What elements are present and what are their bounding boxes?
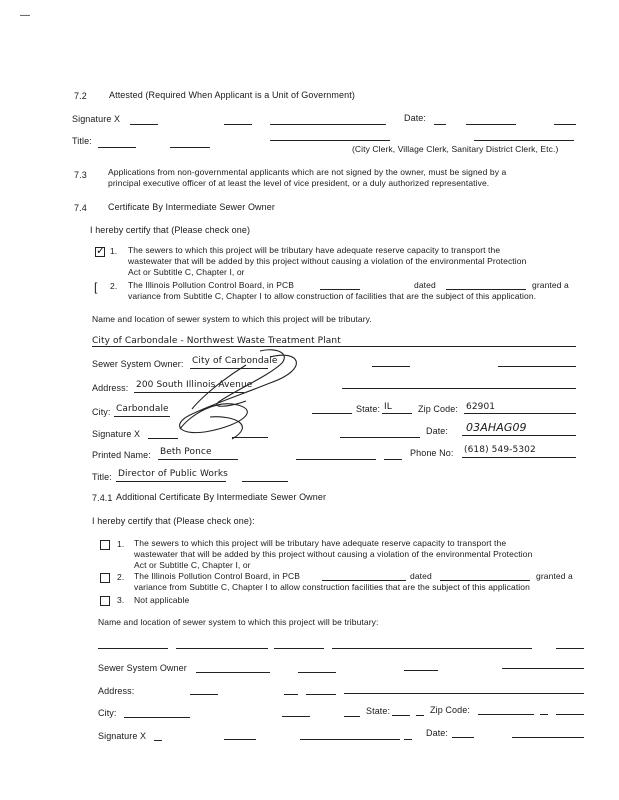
s741-date-label: Date:	[426, 728, 449, 738]
s741-zip-line[interactable]	[478, 714, 534, 715]
s741-option-3-label: Not applicable	[134, 595, 190, 605]
s741-name-location-line-e[interactable]	[556, 648, 584, 649]
s72-date-line-c[interactable]	[554, 124, 576, 125]
s74-date-label: Date:	[426, 426, 449, 436]
s741-date-line-b[interactable]	[512, 737, 584, 738]
s74-state-line	[382, 413, 412, 414]
s741-owner-line-d[interactable]	[502, 668, 584, 669]
s74-signature-line-c[interactable]	[340, 437, 420, 438]
s74-zip-value[interactable]: 62901	[466, 402, 496, 412]
s741-name-location-line-a[interactable]	[98, 648, 168, 649]
s741-zip-label: Zip Code:	[430, 705, 470, 715]
s741-signature-line-a[interactable]	[154, 740, 162, 741]
s741-option-1-checkbox[interactable]	[100, 540, 110, 550]
s74-title-label: Title:	[92, 472, 112, 482]
s741-city-line-b[interactable]	[282, 716, 310, 717]
s741-signature-line-b[interactable]	[224, 739, 256, 740]
s72-title-label: Title:	[72, 136, 92, 146]
s74-zip-label: Zip Code:	[418, 404, 458, 414]
s741-name-location-line-d[interactable]	[332, 648, 532, 649]
s741-address-line-c[interactable]	[306, 694, 336, 695]
s74-city-label: City:	[92, 407, 111, 417]
s741-certify-text: I hereby certify that (Please check one):	[92, 516, 255, 526]
s74-phone-value[interactable]: (618) 549-5302	[464, 445, 536, 455]
section-7-2-title: Attested (Required When Applicant is a Unit of Government)	[109, 90, 355, 100]
s74-option-2-line-1a: The Illinois Pollution Control Board, in PCB	[128, 280, 294, 290]
s72-date-line-a[interactable]	[434, 124, 446, 125]
s72-clerk-caption: (City Clerk, Village Clerk, Sanitary District Clerk, Etc.)	[352, 144, 559, 154]
top-dash-mark: —	[20, 10, 31, 21]
s741-city-line-c[interactable]	[344, 716, 360, 717]
s741-option-2-checkbox[interactable]	[100, 573, 110, 583]
s741-name-location-line-b[interactable]	[176, 648, 268, 649]
s741-city-label: City:	[98, 708, 117, 718]
s741-signature-line-c[interactable]	[300, 739, 400, 740]
s741-pcb-line[interactable]	[322, 580, 406, 581]
s74-title-line	[116, 481, 226, 482]
s74-date-line	[462, 435, 576, 436]
s72-title-line-a[interactable]	[98, 147, 136, 148]
s74-certify-text: I hereby certify that (Please check one)	[90, 225, 251, 235]
s741-name-location-label: Name and location of sewer system to which this project will be tributary:	[98, 617, 379, 627]
s741-zip-line-c[interactable]	[556, 714, 584, 715]
s74-option-2-line-2: variance from Subtitle C, Chapter I to allow construction of facilities that are the subject of this application.	[128, 291, 537, 301]
s74-pcb-line[interactable]	[320, 289, 360, 290]
s741-date-line-a[interactable]	[452, 737, 474, 738]
s72-signature-line-a[interactable]	[130, 124, 158, 125]
s741-city-line[interactable]	[124, 717, 190, 718]
s741-address-line-a[interactable]	[190, 694, 218, 695]
s74-dated-line[interactable]	[446, 289, 526, 290]
s74-name-location-label: Name and location of sewer system to which this project will be tributary.	[92, 314, 372, 324]
s741-state-label: State:	[366, 706, 391, 716]
signature-scribble-icon	[150, 345, 310, 445]
s74-printed-name-label: Printed Name:	[92, 450, 151, 460]
s74-option-2-line-1b: dated	[414, 280, 436, 290]
s741-address-line-b[interactable]	[284, 694, 298, 695]
s74-address-label: Address:	[92, 383, 129, 393]
s741-state-line[interactable]	[392, 715, 410, 716]
s741-address-line-d[interactable]	[344, 693, 584, 694]
s74-option-2-checkbox[interactable]: [	[94, 280, 98, 294]
section-7-2-number: 7.2	[74, 91, 87, 101]
s74-option-1-number: 1.	[110, 246, 118, 256]
s72-date-line-b[interactable]	[466, 124, 516, 125]
s74-address-line-b	[342, 388, 576, 389]
s74-title-line-b	[242, 481, 288, 482]
s741-owner-line-b[interactable]	[298, 672, 336, 673]
s74-printed-name-line	[158, 459, 238, 460]
s741-option-1-line-2: wastewater that will be added by this project without causing a violation of the environmental Protection	[134, 549, 533, 559]
s741-dated-line[interactable]	[440, 580, 530, 581]
s741-owner-line-a[interactable]	[196, 672, 270, 673]
s72-signature-label: Signature X	[72, 114, 121, 124]
s741-option-1-line-1: The sewers to which this project will be tributary have adequate reserve capacity to transport the	[134, 538, 507, 548]
s74-state-value[interactable]: IL	[384, 402, 392, 412]
s741-option-1-number: 1.	[117, 539, 125, 549]
s72-date-label: Date:	[404, 113, 427, 123]
s74-option-2-line-1c: granted a	[532, 280, 569, 290]
s741-option-2-line-2: variance from Subtitle C, Chapter I to allow construction facilities that are the subject of this application	[134, 582, 530, 592]
s741-option-2-line-1b: dated	[410, 571, 432, 581]
s741-option-3-number: 3.	[117, 595, 125, 605]
s74-owner-line-c	[498, 366, 576, 367]
s74-printed-name-line-c	[384, 459, 402, 460]
section-7-4-number: 7.4	[74, 203, 87, 213]
s741-option-1-line-3: Act or Subtitle C, Chapter I, or	[134, 560, 251, 570]
s74-printed-name-line-b	[296, 459, 376, 460]
s741-option-3-checkbox[interactable]	[100, 596, 110, 606]
s72-title-line-c[interactable]	[270, 140, 390, 141]
s72-title-line-b[interactable]	[170, 147, 210, 148]
s74-printed-name-value[interactable]: Beth Ponce	[160, 447, 212, 457]
s741-owner-label: Sewer System Owner	[98, 663, 187, 673]
s73-line-1: Applications from non-governmental applicants which are not signed by the owner, must be signed by a	[108, 167, 507, 177]
s741-name-location-line-c[interactable]	[274, 648, 324, 649]
s74-city-value[interactable]: Carbondale	[116, 404, 169, 414]
s74-owner-line-b	[372, 366, 410, 367]
s741-signature-line-d[interactable]	[404, 739, 412, 740]
s74-signature-label: Signature X	[92, 429, 141, 439]
s74-date-value[interactable]: 03AHAG09	[466, 421, 527, 434]
s741-address-label: Address:	[98, 686, 135, 696]
s72-signature-line-c[interactable]	[270, 124, 386, 125]
s74-option-1-line-1: The sewers to which this project will be tributary have adequate reserve capacity to transport the	[128, 245, 501, 255]
s74-phone-line	[462, 457, 576, 458]
s741-state-line-b[interactable]	[416, 715, 424, 716]
s74-phone-label: Phone No:	[410, 448, 454, 458]
s741-zip-line-b[interactable]	[540, 714, 548, 715]
s74-owner-value[interactable]: City of Carbondale	[192, 356, 278, 366]
s74-state-label: State:	[356, 404, 381, 414]
s74-address-value[interactable]: 200 South Illinois Avenue	[136, 380, 253, 390]
s74-name-location-value[interactable]: City of Carbondale - Northwest Waste Treatment Plant	[92, 336, 341, 346]
s741-owner-line-c[interactable]	[404, 670, 438, 671]
s74-zip-line	[464, 413, 576, 414]
s72-signature-line-b[interactable]	[224, 124, 252, 125]
s72-clerk-line[interactable]	[474, 140, 574, 141]
s74-title-value[interactable]: Director of Public Works	[118, 469, 228, 479]
s741-signature-label: Signature X	[98, 731, 147, 741]
s74-option-1-checkmark-icon: ✓	[96, 245, 106, 257]
s741-option-2-line-1a: The Illinois Pollution Control Board, in PCB	[134, 571, 300, 581]
s741-option-2-line-1c: granted a	[536, 571, 573, 581]
section-7-3-number: 7.3	[74, 170, 87, 180]
section-7-4-1-title: Additional Certificate By Intermediate Sewer Owner	[116, 492, 327, 502]
s74-city-line-b	[312, 413, 352, 414]
s741-option-2-number: 2.	[117, 572, 125, 582]
section-7-4-1-number: 7.4.1	[92, 493, 113, 503]
s74-owner-label: Sewer System Owner:	[92, 359, 184, 369]
s74-option-2-number: 2.	[110, 281, 118, 291]
s74-option-1-line-3: Act or Subtitle C, Chapter I, or	[128, 267, 245, 277]
s73-line-2: principal executive officer of at least the level of vice president, or a duly authorized representative.	[108, 178, 490, 188]
s74-option-1-line-2: wastewater that will be added by this project without causing a violation of the environmental Protection	[128, 256, 527, 266]
section-7-4-title: Certificate By Intermediate Sewer Owner	[108, 202, 275, 212]
